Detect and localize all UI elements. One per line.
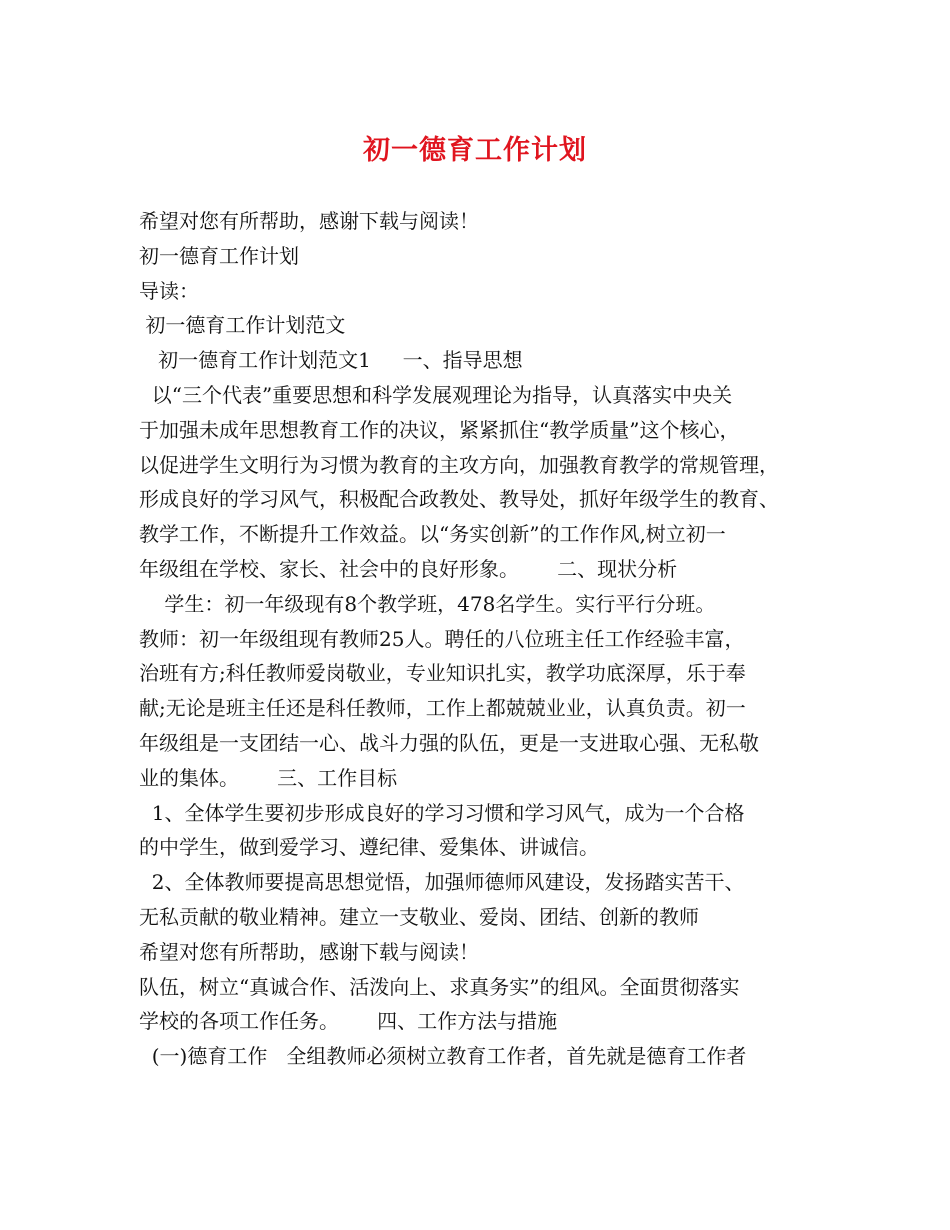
- body-line: 的中学生，做到爱学习、遵纪律、爱集体、讲诚信。: [139, 835, 599, 860]
- body-line: 治班有方;科任教师爱岗敬业，专业知识扎实，教学功底深厚，乐于奉: [139, 661, 746, 686]
- body-line: 学校的各项工作任务。 四、工作方法与措施: [139, 1009, 558, 1034]
- body-line: 年级组在学校、家长、社会中的良好形象。 二、现状分析: [139, 556, 678, 581]
- body-line: 年级组是一支团结一心、战斗力强的队伍，更是一支进取心强、无私敬: [139, 730, 759, 755]
- body-line: 教学工作，不断提升工作效益。以“务实创新”的工作作风,树立初一: [139, 522, 726, 547]
- body-line: 1、全体学生要初步形成良好的学习习惯和学习风气，成为一个合格: [139, 800, 745, 825]
- body-line: 以“三个代表”重要思想和科学发展观理论为指导，认真落实中央关: [139, 382, 733, 407]
- body-line: (一)德育工作 全组教师必须树立教育工作者，首先就是德育工作者: [139, 1044, 747, 1069]
- body-line: 初一德育工作计划: [139, 243, 299, 268]
- body-line: 形成良好的学习风气，积极配合政教处、教导处，抓好年级学生的教育、: [139, 487, 779, 512]
- body-line: 献;无论是班主任还是科任教师，工作上都兢兢业业，认真负责。初一: [139, 696, 746, 721]
- document-title: 初一德育工作计划: [363, 135, 587, 166]
- body-line: 教师：初一年级组现有教师25人。聘任的八位班主任工作经验丰富，: [139, 626, 745, 651]
- body-line: 2、全体教师要提高思想觉悟，加强师德师风建设，发扬踏实苦干、: [139, 870, 745, 895]
- body-line: 于加强未成年思想教育工作的决议，紧紧抓住“教学质量”这个核心，: [139, 417, 740, 442]
- body-line: 初一德育工作计划范文1 一、指导思想: [139, 348, 523, 373]
- body-line: 导读：: [139, 278, 199, 303]
- body-line: 以促进学生文明行为习惯为教育的主攻方向，加强教育教学的常规管理，: [139, 452, 779, 477]
- document-body: [139, 204, 829, 1074]
- body-line: 初一德育工作计划范文: [139, 313, 346, 338]
- body-line: 希望对您有所帮助，感谢下载与阅读！: [139, 209, 479, 233]
- body-line: 希望对您有所帮助，感谢下载与阅读！: [139, 939, 479, 964]
- body-line: 队伍，树立“真诚合作、活泼向上、求真务实”的组风。全面贯彻落实: [139, 974, 740, 999]
- body-line: 业的集体。 三、工作目标: [139, 765, 398, 790]
- body-line: 无私贡献的敬业精神。建立一支敬业、爱岗、团结、创新的教师: [139, 904, 699, 929]
- body-line: 学生：初一年级现有8个教学班，478名学生。实行平行分班。: [139, 591, 716, 616]
